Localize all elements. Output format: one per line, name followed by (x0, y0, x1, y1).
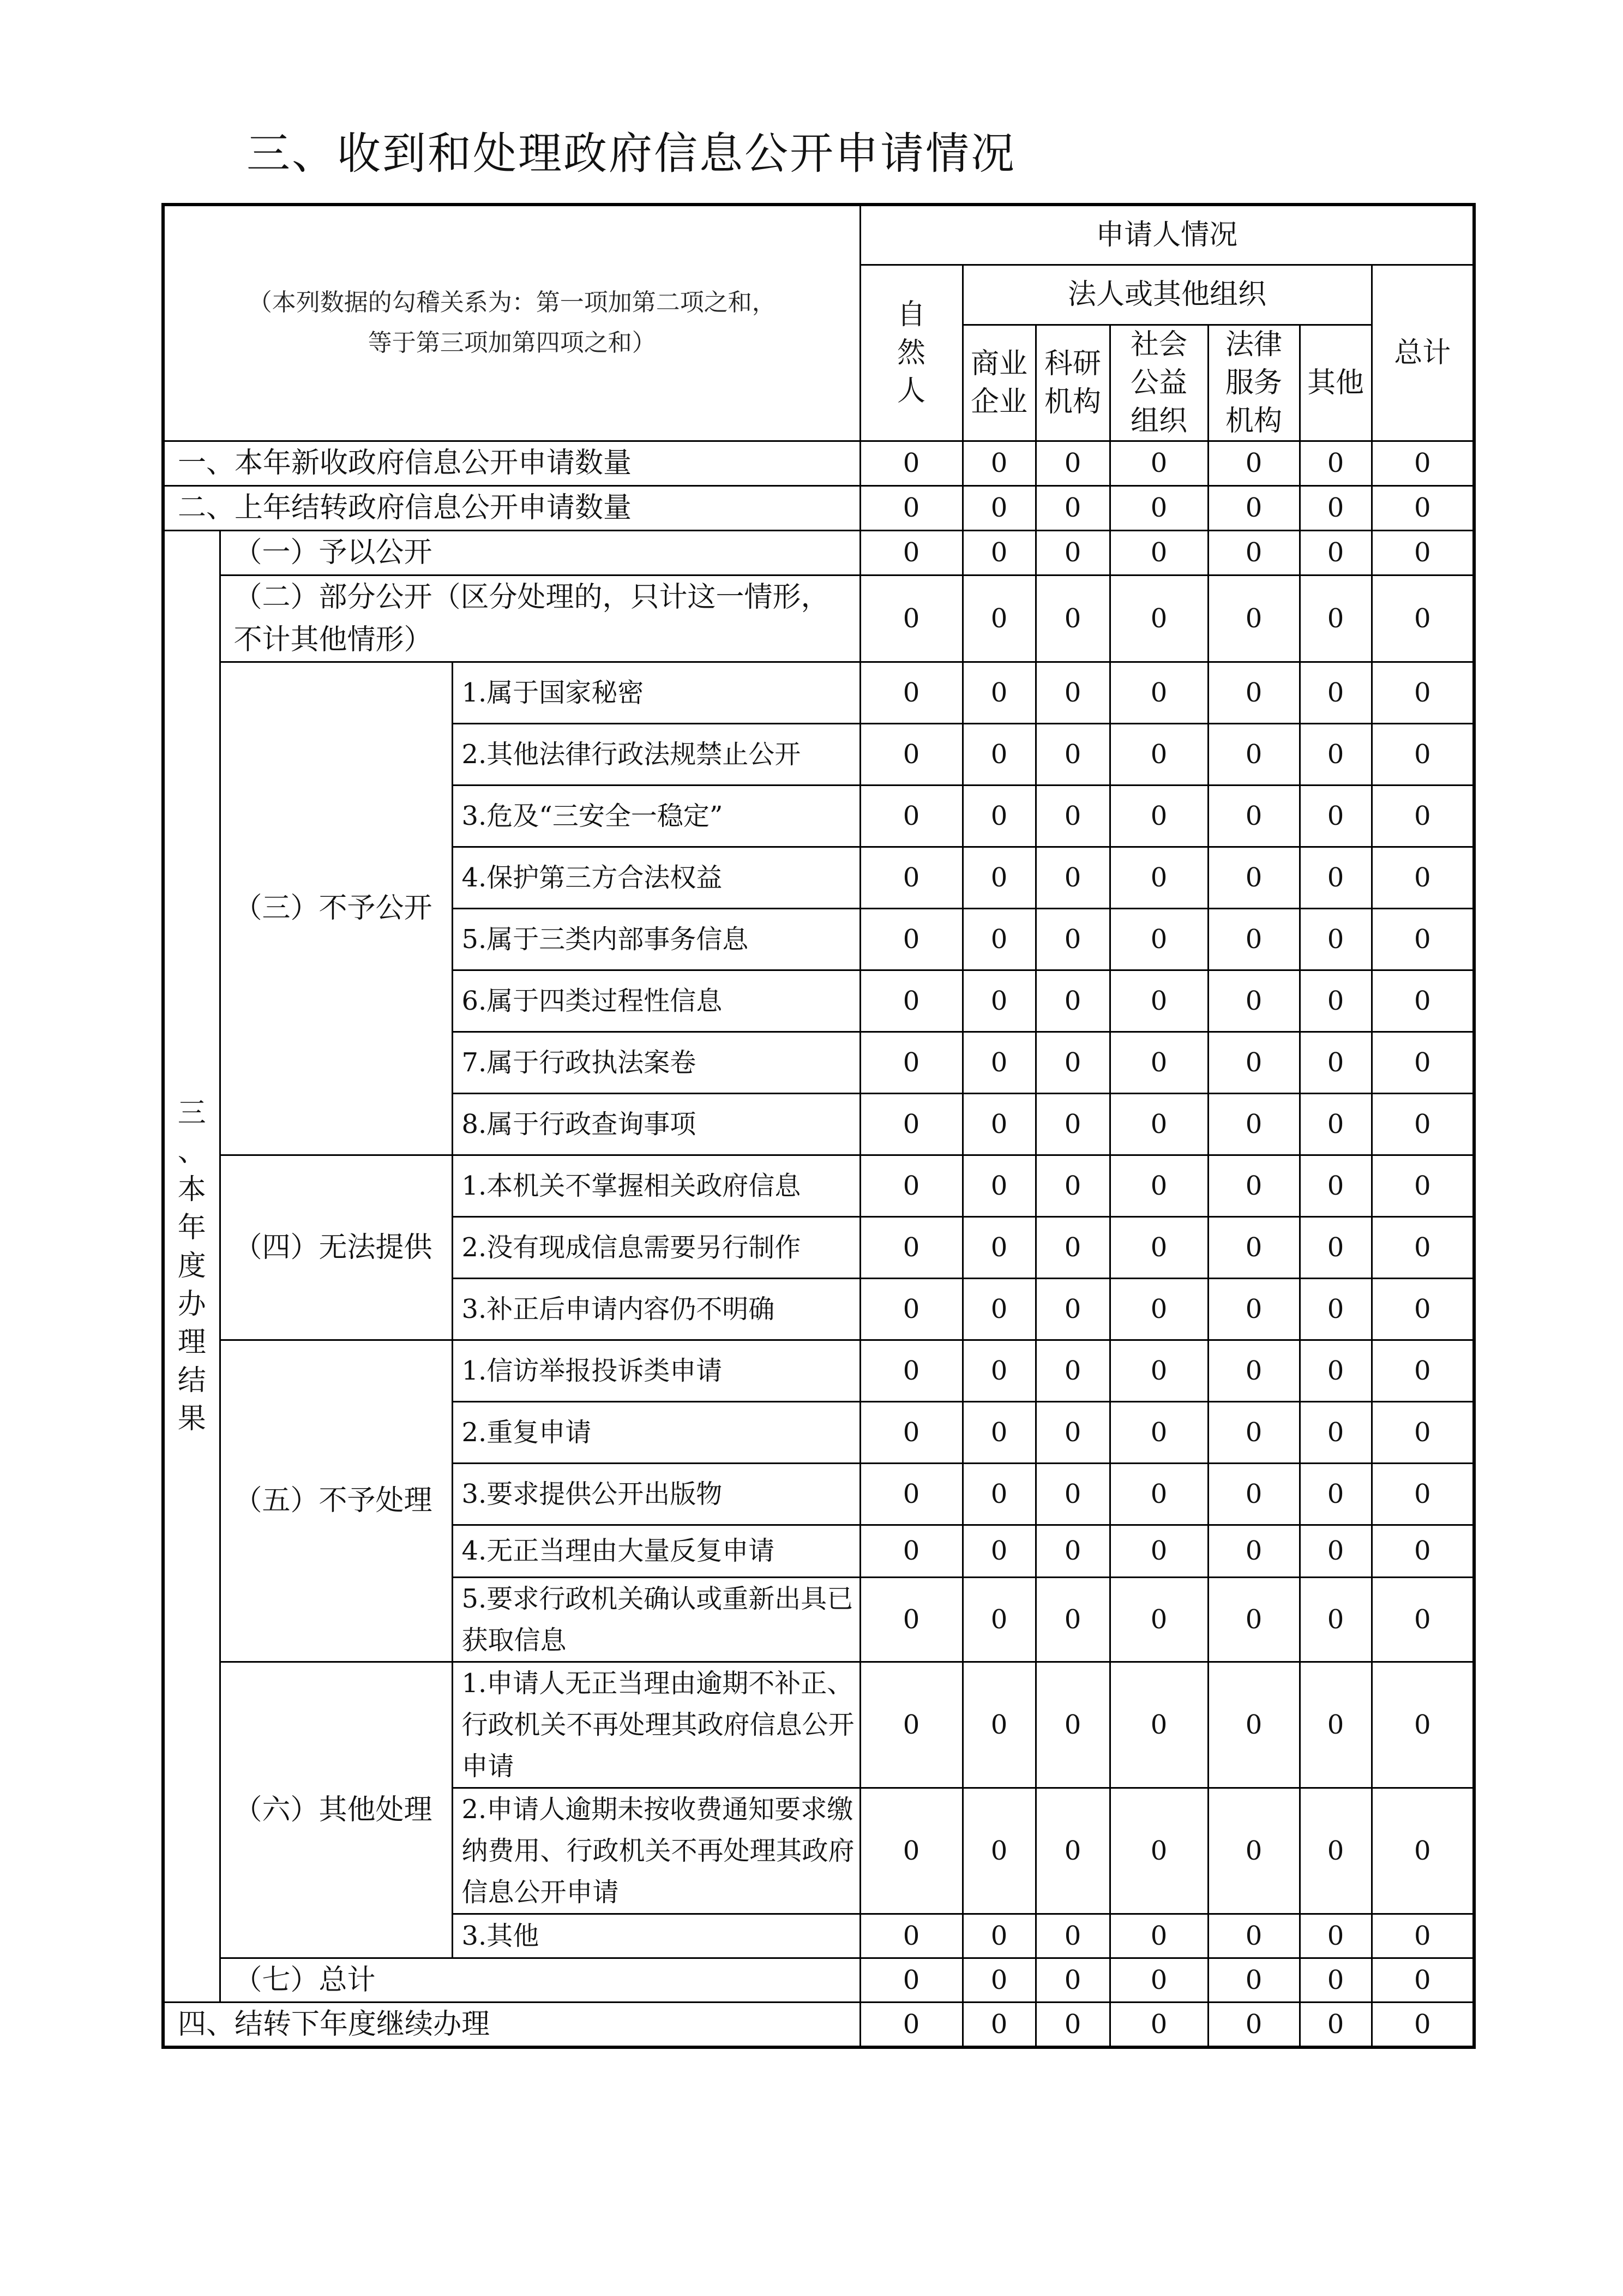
value-cell: 0 (963, 1788, 1036, 1914)
value-cell: 0 (1110, 1525, 1208, 1577)
value-cell: 0 (1300, 1958, 1372, 2002)
sub-item-label: 7.属于行政执法案卷 (452, 1032, 860, 1093)
value-cell: 0 (1110, 662, 1208, 723)
value-cell: 0 (963, 575, 1036, 662)
value-cell: 0 (1110, 970, 1208, 1032)
value-cell: 0 (1110, 785, 1208, 847)
value-cell: 0 (860, 1216, 963, 1278)
value-cell: 0 (1372, 1577, 1474, 1662)
legal-service-header: 法律服务机构 (1208, 325, 1300, 441)
value-cell: 0 (1208, 575, 1300, 662)
page-title: 三、收到和处理政府信息公开申请情况 (247, 128, 1016, 179)
application-statistics-table (161, 203, 1476, 2049)
value-cell: 0 (1208, 1155, 1300, 1216)
value-cell: 0 (1036, 1216, 1110, 1278)
category-label: （五）不予处理 (220, 1340, 452, 1662)
value-cell: 0 (963, 1032, 1036, 1093)
value-cell: 0 (1208, 1662, 1300, 1788)
value-cell: 0 (1110, 723, 1208, 785)
value-cell: 0 (1300, 1093, 1372, 1155)
value-cell: 0 (1208, 1788, 1300, 1914)
value-cell: 0 (1110, 485, 1208, 530)
value-cell: 0 (1372, 847, 1474, 908)
value-cell: 0 (1372, 485, 1474, 530)
value-cell: 0 (963, 785, 1036, 847)
value-cell: 0 (1300, 785, 1372, 847)
value-cell: 0 (1300, 1155, 1372, 1216)
sub-item-label: 8.属于行政查询事项 (452, 1093, 860, 1155)
value-cell: 0 (1208, 1914, 1300, 1958)
row-label: （一）予以公开 (220, 530, 860, 575)
value-cell: 0 (963, 723, 1036, 785)
value-cell: 0 (1372, 1155, 1474, 1216)
value-cell: 0 (1036, 530, 1110, 575)
value-cell: 0 (1372, 1525, 1474, 1577)
value-cell: 0 (1036, 575, 1110, 662)
value-cell: 0 (1036, 2002, 1110, 2047)
value-cell: 0 (1372, 908, 1474, 970)
commercial-header: 商业企业 (963, 325, 1036, 441)
table-row (163, 575, 1474, 662)
value-cell: 0 (963, 1463, 1036, 1525)
value-cell: 0 (963, 1914, 1036, 1958)
applicant-header: 申请人情况 (860, 205, 1474, 265)
value-cell: 0 (1208, 441, 1300, 485)
value-cell: 0 (1208, 485, 1300, 530)
value-cell: 0 (1110, 908, 1208, 970)
value-cell: 0 (860, 1155, 963, 1216)
value-cell: 0 (1110, 1155, 1208, 1216)
sub-item-label: 6.属于四类过程性信息 (452, 970, 860, 1032)
value-cell: 0 (1110, 1093, 1208, 1155)
value-cell: 0 (1208, 847, 1300, 908)
sub-item-label: 3.补正后申请内容仍不明确 (452, 1278, 860, 1340)
value-cell: 0 (1110, 2002, 1208, 2047)
value-cell: 0 (1036, 847, 1110, 908)
value-cell: 0 (1372, 970, 1474, 1032)
value-cell: 0 (963, 1216, 1036, 1278)
category-label: （三）不予公开 (220, 662, 452, 1155)
value-cell: 0 (1208, 2002, 1300, 2047)
value-cell: 0 (1300, 2002, 1372, 2047)
value-cell: 0 (963, 970, 1036, 1032)
value-cell: 0 (963, 441, 1036, 485)
value-cell: 0 (1300, 1032, 1372, 1093)
value-cell: 0 (1036, 662, 1110, 723)
value-cell: 0 (1110, 1340, 1208, 1401)
value-cell: 0 (1300, 1914, 1372, 1958)
sub-item-label: 3.危及“三安全一稳定” (452, 785, 860, 847)
value-cell: 0 (1036, 1340, 1110, 1401)
sub-item-label: 4.保护第三方合法权益 (452, 847, 860, 908)
value-cell: 0 (963, 1155, 1036, 1216)
value-cell: 0 (1300, 575, 1372, 662)
value-cell: 0 (1372, 1093, 1474, 1155)
value-cell: 0 (963, 530, 1036, 575)
value-cell: 0 (1036, 1401, 1110, 1463)
value-cell: 0 (860, 1463, 963, 1525)
value-cell: 0 (1036, 1662, 1110, 1788)
value-cell: 0 (1110, 441, 1208, 485)
value-cell: 0 (1110, 1958, 1208, 2002)
value-cell: 0 (860, 908, 963, 970)
value-cell: 0 (860, 970, 963, 1032)
value-cell: 0 (1300, 908, 1372, 970)
value-cell: 0 (963, 1525, 1036, 1577)
value-cell: 0 (1372, 1914, 1474, 1958)
sub-item-label: 2.其他法律行政法规禁止公开 (452, 723, 860, 785)
value-cell: 0 (1208, 1577, 1300, 1662)
row-label: 二、上年结转政府信息公开申请数量 (163, 485, 860, 530)
value-cell: 0 (1372, 1958, 1474, 2002)
value-cell: 0 (1208, 1463, 1300, 1525)
value-cell: 0 (1036, 1914, 1110, 1958)
value-cell: 0 (963, 1577, 1036, 1662)
value-cell: 0 (1300, 847, 1372, 908)
value-cell: 0 (1372, 723, 1474, 785)
value-cell: 0 (860, 1914, 963, 1958)
sub-item-label: 1.信访举报投诉类申请 (452, 1340, 860, 1401)
value-cell: 0 (1300, 662, 1372, 723)
value-cell: 0 (860, 1788, 963, 1914)
value-cell: 0 (860, 1032, 963, 1093)
value-cell: 0 (1110, 530, 1208, 575)
value-cell: 0 (963, 1340, 1036, 1401)
value-cell: 0 (1036, 785, 1110, 847)
value-cell: 0 (1372, 2002, 1474, 2047)
category-label: （四）无法提供 (220, 1155, 452, 1340)
sub-item-label: 5.属于三类内部事务信息 (452, 908, 860, 970)
value-cell: 0 (1300, 1340, 1372, 1401)
value-cell: 0 (1036, 1577, 1110, 1662)
value-cell: 0 (1208, 1340, 1300, 1401)
value-cell: 0 (963, 1401, 1036, 1463)
sub-item-label: 2.没有现成信息需要另行制作 (452, 1216, 860, 1278)
other-header: 其他 (1300, 325, 1372, 441)
value-cell: 0 (963, 2002, 1036, 2047)
research-header: 科研机构 (1036, 325, 1110, 441)
value-cell: 0 (1110, 1463, 1208, 1525)
sub-item-label: 1.本机关不掌握相关政府信息 (452, 1155, 860, 1216)
relation-note-line1: （本列数据的勾稽关系为：第一项加第二项之和， (248, 289, 776, 317)
value-cell: 0 (860, 662, 963, 723)
row-label: （二）部分公开（区分处理的，只计这一情形，不计其他情形） (220, 575, 860, 662)
value-cell: 0 (1036, 970, 1110, 1032)
sub-item-label: 2.重复申请 (452, 1401, 860, 1463)
row-label: 一、本年新收政府信息公开申请数量 (163, 441, 860, 485)
value-cell: 0 (860, 2002, 963, 2047)
value-cell: 0 (860, 530, 963, 575)
value-cell: 0 (1208, 1401, 1300, 1463)
table-row (163, 662, 1474, 723)
value-cell: 0 (1110, 1401, 1208, 1463)
value-cell: 0 (860, 1662, 963, 1788)
value-cell: 0 (1208, 723, 1300, 785)
value-cell: 0 (1372, 662, 1474, 723)
category-label: （六）其他处理 (220, 1662, 452, 1958)
value-cell: 0 (1208, 1278, 1300, 1340)
natural-person-header: 自然人 (860, 265, 963, 441)
sub-item-label: 1.申请人无正当理由逾期不补正、行政机关不再处理其政府信息公开申请 (452, 1662, 860, 1788)
value-cell: 0 (860, 1958, 963, 2002)
value-cell: 0 (963, 662, 1036, 723)
value-cell: 0 (860, 1093, 963, 1155)
value-cell: 0 (1372, 785, 1474, 847)
value-cell: 0 (1110, 1577, 1208, 1662)
table-row (163, 1662, 1474, 1788)
total-header: 总计 (1372, 265, 1474, 441)
table-row (163, 1340, 1474, 1401)
value-cell: 0 (1208, 1525, 1300, 1577)
value-cell: 0 (1036, 1788, 1110, 1914)
sub-item-label: 1.属于国家秘密 (452, 662, 860, 723)
relation-note-line2: 等于第三项加第四项之和） (368, 329, 656, 357)
value-cell: 0 (1036, 723, 1110, 785)
value-cell: 0 (1300, 485, 1372, 530)
value-cell: 0 (1300, 1788, 1372, 1914)
table-row (163, 1958, 1474, 2002)
value-cell: 0 (1110, 1788, 1208, 1914)
value-cell: 0 (963, 1958, 1036, 2002)
value-cell: 0 (1372, 1788, 1474, 1914)
value-cell: 0 (1372, 1032, 1474, 1093)
value-cell: 0 (1208, 662, 1300, 723)
value-cell: 0 (1110, 1662, 1208, 1788)
value-cell: 0 (860, 1401, 963, 1463)
value-cell: 0 (1036, 485, 1110, 530)
value-cell: 0 (1300, 1525, 1372, 1577)
value-cell: 0 (963, 1278, 1036, 1340)
value-cell: 0 (860, 1340, 963, 1401)
value-cell: 0 (1208, 530, 1300, 575)
value-cell: 0 (1372, 1216, 1474, 1278)
value-cell: 0 (1208, 785, 1300, 847)
value-cell: 0 (1300, 1278, 1372, 1340)
value-cell: 0 (1372, 1278, 1474, 1340)
value-cell: 0 (860, 575, 963, 662)
value-cell: 0 (860, 723, 963, 785)
row-label: （七）总计 (220, 1958, 860, 2002)
value-cell: 0 (1372, 575, 1474, 662)
value-cell: 0 (1036, 441, 1110, 485)
value-cell: 0 (860, 1278, 963, 1340)
value-cell: 0 (1208, 1032, 1300, 1093)
value-cell: 0 (1300, 1577, 1372, 1662)
value-cell: 0 (1208, 1958, 1300, 2002)
value-cell: 0 (860, 1577, 963, 1662)
value-cell: 0 (963, 485, 1036, 530)
value-cell: 0 (1300, 1401, 1372, 1463)
value-cell: 0 (1208, 1093, 1300, 1155)
value-cell: 0 (1110, 1032, 1208, 1093)
value-cell: 0 (963, 847, 1036, 908)
value-cell: 0 (860, 785, 963, 847)
table-row (163, 2002, 1474, 2047)
value-cell: 0 (963, 1093, 1036, 1155)
value-cell: 0 (1372, 1662, 1474, 1788)
relation-note (163, 205, 860, 441)
row-label: 四、结转下年度继续办理 (163, 2002, 860, 2047)
value-cell: 0 (1036, 1463, 1110, 1525)
value-cell: 0 (1036, 1958, 1110, 2002)
value-cell: 0 (963, 908, 1036, 970)
table-row (163, 1155, 1474, 1216)
value-cell: 0 (1300, 723, 1372, 785)
value-cell: 0 (1110, 1216, 1208, 1278)
value-cell: 0 (860, 847, 963, 908)
value-cell: 0 (1300, 1662, 1372, 1788)
value-cell: 0 (1300, 441, 1372, 485)
value-cell: 0 (860, 485, 963, 530)
value-cell: 0 (1372, 1340, 1474, 1401)
value-cell: 0 (1036, 908, 1110, 970)
value-cell: 0 (1036, 1155, 1110, 1216)
value-cell: 0 (860, 441, 963, 485)
value-cell: 0 (1036, 1525, 1110, 1577)
value-cell: 0 (1372, 1401, 1474, 1463)
value-cell: 0 (963, 1662, 1036, 1788)
sub-item-label: 2.申请人逾期未按收费通知要求缴纳费用、行政机关不再处理其政府信息公开申请 (452, 1788, 860, 1914)
value-cell: 0 (1372, 530, 1474, 575)
sub-item-label: 3.要求提供公开出版物 (452, 1463, 860, 1525)
value-cell: 0 (1372, 1463, 1474, 1525)
value-cell: 0 (1300, 530, 1372, 575)
legal-group-header: 法人或其他组织 (963, 265, 1372, 325)
value-cell: 0 (1372, 441, 1474, 485)
sub-item-label: 4.无正当理由大量反复申请 (452, 1525, 860, 1577)
value-cell: 0 (1110, 575, 1208, 662)
table-row (163, 441, 1474, 485)
sub-item-label: 3.其他 (452, 1914, 860, 1958)
value-cell: 0 (1208, 908, 1300, 970)
value-cell: 0 (860, 1525, 963, 1577)
value-cell: 0 (1208, 1216, 1300, 1278)
table-row (163, 485, 1474, 530)
value-cell: 0 (1110, 1914, 1208, 1958)
value-cell: 0 (1036, 1278, 1110, 1340)
value-cell: 0 (1300, 970, 1372, 1032)
value-cell: 0 (1208, 970, 1300, 1032)
value-cell: 0 (1110, 1278, 1208, 1340)
value-cell: 0 (1036, 1093, 1110, 1155)
section3-label: 三 、 本 年 度 办 理 结 果 (163, 530, 220, 2002)
value-cell: 0 (1300, 1216, 1372, 1278)
sub-item-label: 5.要求行政机关确认或重新出具已获取信息 (452, 1577, 860, 1662)
value-cell: 0 (1110, 847, 1208, 908)
value-cell: 0 (1036, 1032, 1110, 1093)
social-header: 社会公益组织 (1110, 325, 1208, 441)
value-cell: 0 (1300, 1463, 1372, 1525)
table-row (163, 530, 1474, 575)
